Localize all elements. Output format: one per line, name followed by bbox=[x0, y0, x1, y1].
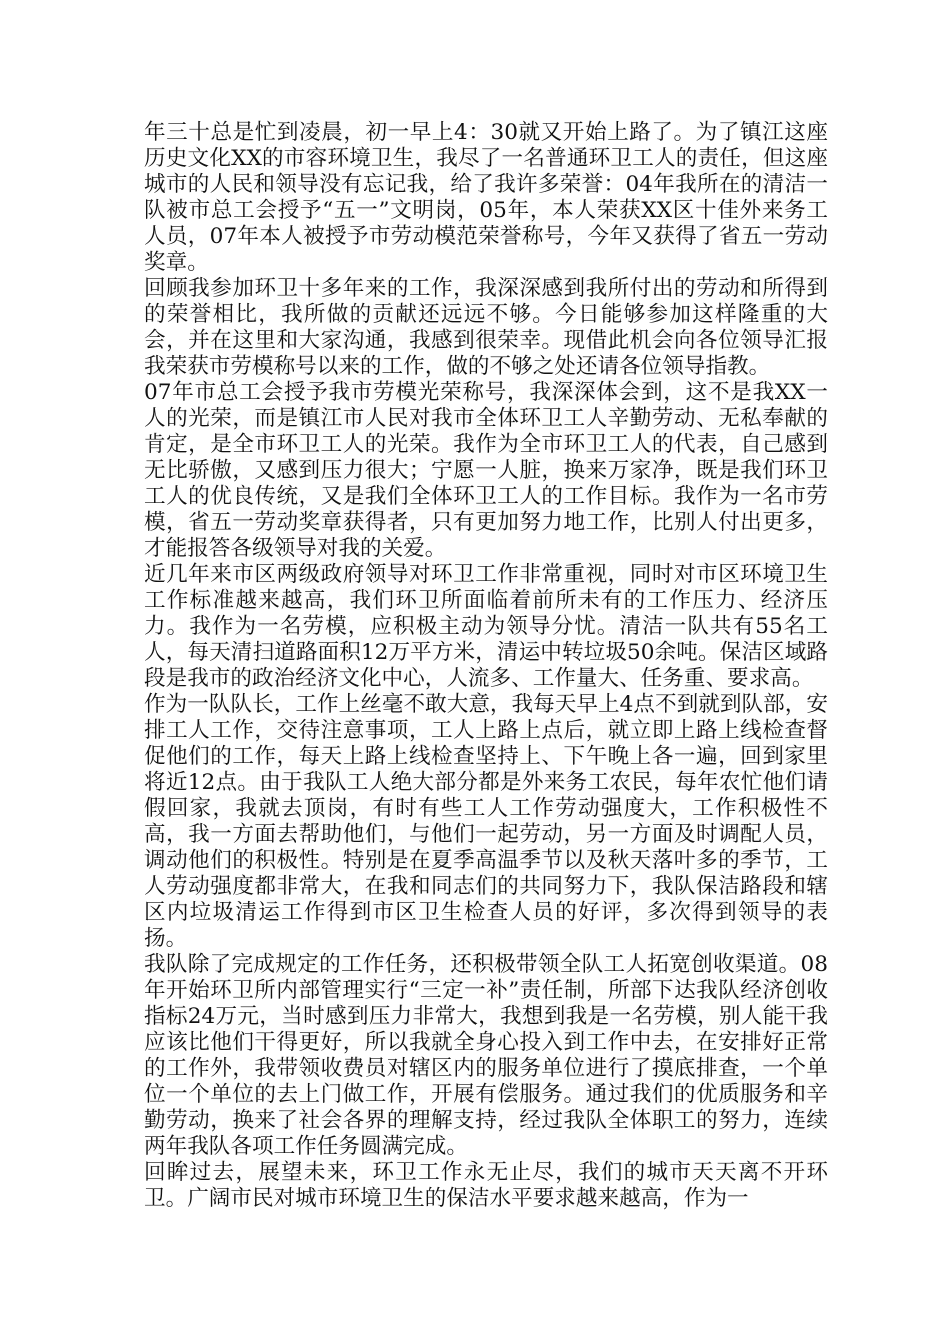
paragraph-1: 年三十总是忙到凌晨，初一早上4：30就又开始上路了。为了镇江这座历史文化XX的市容环境卫生，我尽了一名普通环卫工人的责任，但这座城市的人民和领导没有忘记我，给了我许多荣誉：04年我所在的清洁一队被市总工会授予“五一”文明岗，05年，本人荣获XX区十佳外来务工人员，07年本人被授予市劳动模范荣誉称号，今年又获得了省五一劳动奖章。 bbox=[144, 120, 828, 275]
paragraph-7: 回眸过去，展望未来，环卫工作永无止尽，我们的城市天天离不开环卫。广阔市民对城市环境卫生的保洁水平要求越来越高，作为一 bbox=[144, 1160, 828, 1211]
paragraph-2: 回顾我参加环卫十多年来的工作，我深深感到我所付出的劳动和所得到的荣誉相比，我所做的贡献还远远不够。今日能够参加这样隆重的大会，并在这里和大家沟通，我感到很荣幸。现借此机会向各位领导汇报我荣获市劳模称号以来的工作，做的不够之处还请各位领导指教。 bbox=[144, 276, 828, 379]
paragraph-4: 近几年来市区两级政府领导对环卫工作非常重视，同时对市区环境卫生工作标准越来越高，我们环卫所面临着前所未有的工作压力、经济压力。我作为一名劳模，应积极主动为领导分忧。清洁一队共有55名工人，每天清扫道路面积12万平方米，清运中转垃圾50余吨。保洁区域路段是我市的政治经济文化中心，人流多、工作量大、任务重、要求高。 bbox=[144, 562, 828, 691]
paragraph-5: 作为一队队长，工作上丝毫不敢大意，我每天早上4点不到就到队部，安排工人工作，交待注意事项，工人上路上点后，就立即上路上线检查督促他们的工作，每天上路上线检查坚持上、下午晚上各一遍，回到家里将近12点。由于我队工人绝大部分都是外来务工农民，每年农忙他们请假回家，我就去顶岗，有时有些工人工作劳动强度大，工作积极性不高，我一方面去帮助他们，与他们一起劳动，另一方面及时调配人员，调动他们的积极性。特别是在夏季高温季节以及秋天落叶多的季节，工人劳动强度都非常大，在我和同志们的共同努力下，我队保洁路段和辖区内垃圾清运工作得到市区卫生检查人员的好评，多次得到领导的表扬。 bbox=[144, 692, 828, 951]
paragraph-6: 我队除了完成规定的工作任务，还积极带领全队工人拓宽创收渠道。08年开始环卫所内部管理实行“三定一补”责任制，所部下达我队经济创收指标24万元，当时感到压力非常大，我想到我是一名劳模，别人能干我应该比他们干得更好，所以我就全身心投入到工作中去，在安排好正常的工作外，我带领收费员对辖区内的服务单位进行了摸底排查，一个单位一个单位的去上门做工作，开展有偿服务。通过我们的优质服务和辛勤劳动，换来了社会各界的理解支持，经过我队全体职工的努力，连续两年我队各项工作任务圆满完成。 bbox=[144, 952, 828, 1159]
paragraph-3: 07年市总工会授予我市劳模光荣称号，我深深体会到，这不是我XX一人的光荣，而是镇江市人民对我市全体环卫工人辛勤劳动、无私奉献的肯定，是全市环卫工人的光荣。我作为全市环卫工人的代表，自己感到无比骄傲，又感到压力很大；宁愿一人脏，换来万家净，既是我们环卫工人的优良传统，又是我们全体环卫工人的工作目标。我作为一名市劳模，省五一劳动奖章获得者，只有更加努力地工作，比别人付出更多，才能报答各级领导对我的关爱。 bbox=[144, 380, 828, 561]
document-body bbox=[144, 120, 828, 1212]
